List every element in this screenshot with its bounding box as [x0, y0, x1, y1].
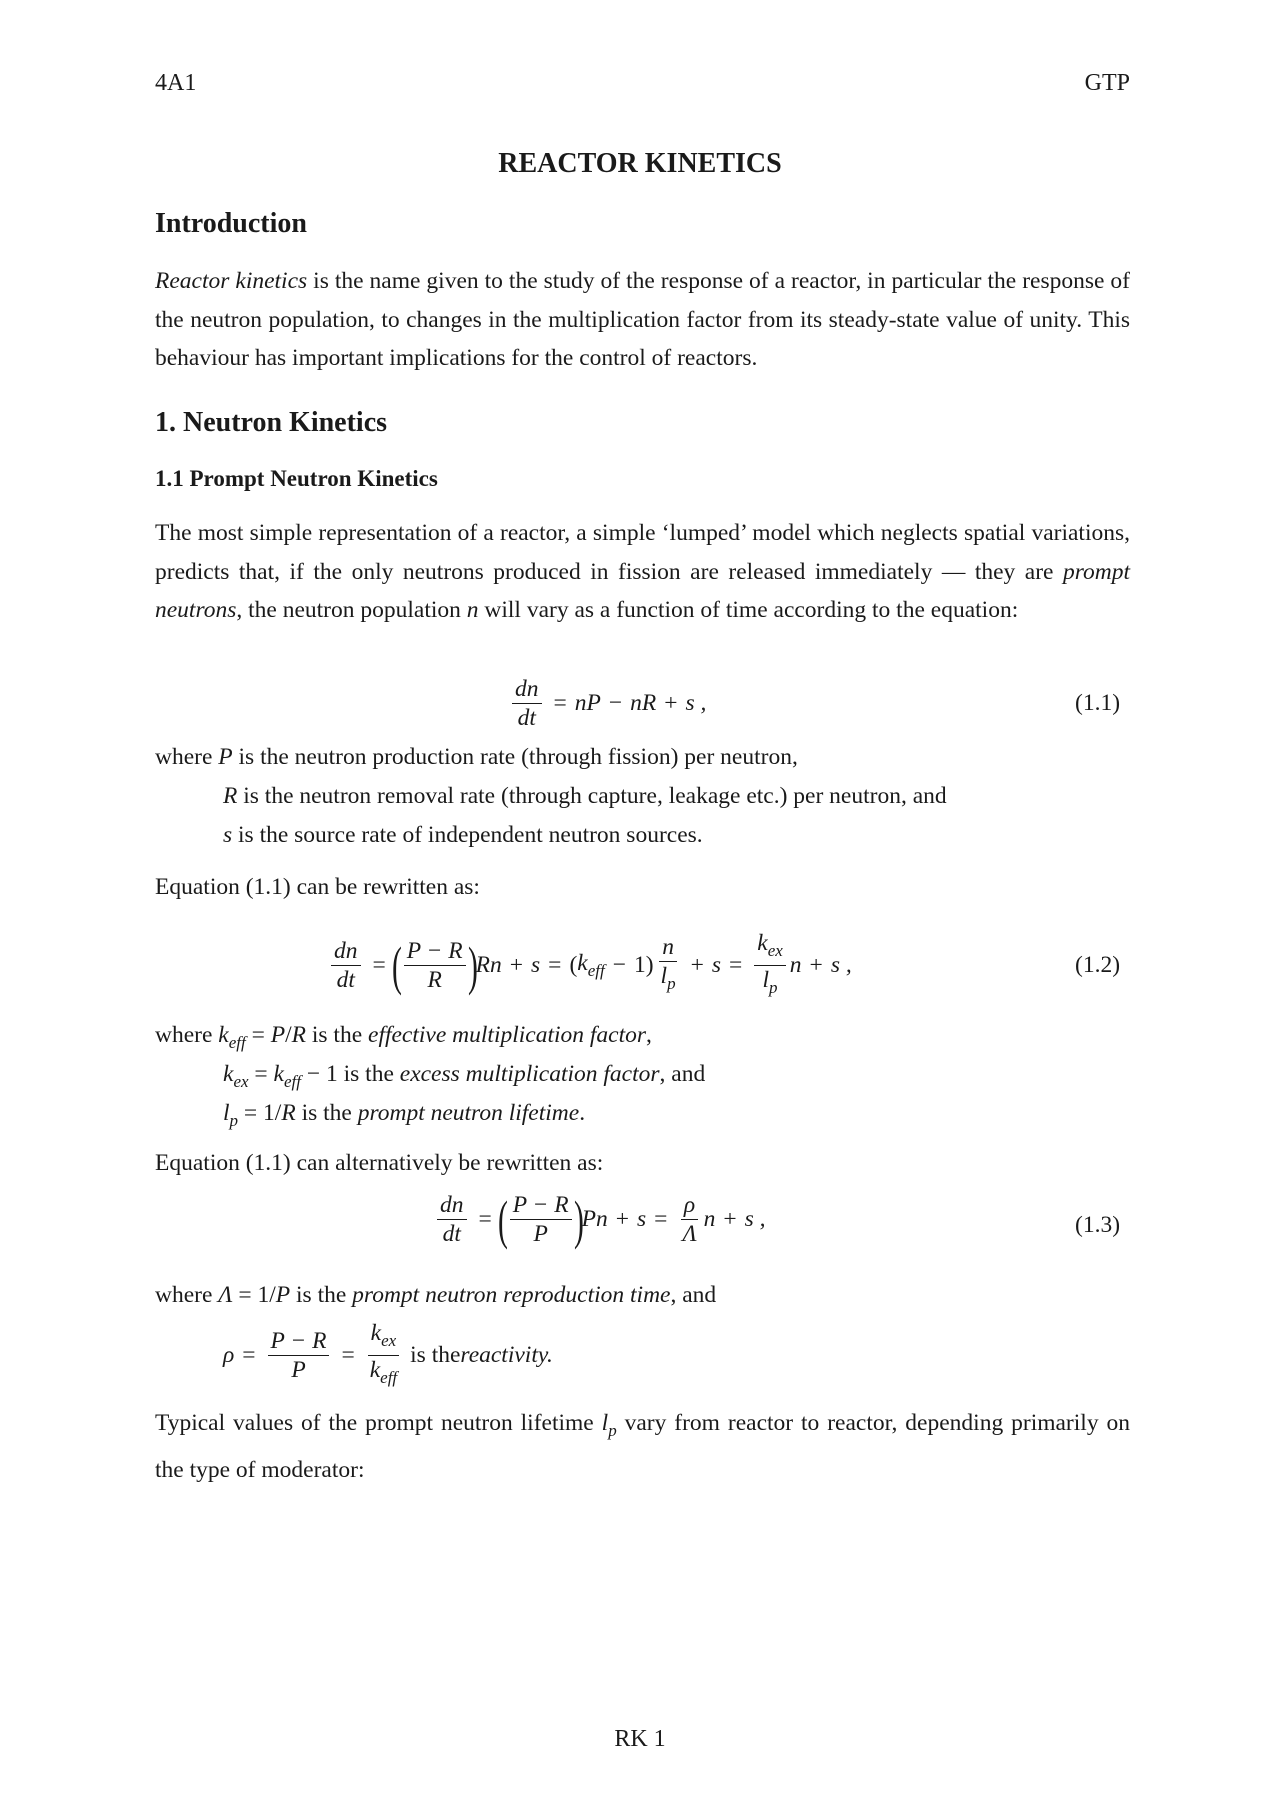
- lifetime-paragraph: Typical values of the prompt neutron lifetime $l_p$ vary from reactor to reactor, depending primarily on the type of moderator:: [155, 1410, 1130, 1483]
- where-lambda: where Λ = 1/P is the prompt neutron reproduction time, and: [155, 1282, 717, 1308]
- where-kex: $k_{ex} = k_{eff} - 1$ is the excess multiplication factor, and: [223, 1061, 706, 1091]
- section-heading: 1. Neutron Kinetics: [155, 407, 388, 438]
- subsection-heading: 1.1 Prompt Neutron Kinetics: [155, 466, 438, 491]
- page-number: RK 1: [614, 1726, 666, 1752]
- equation-number-1-2: (1.2): [1075, 952, 1121, 978]
- page-title: REACTOR KINETICS: [498, 148, 782, 179]
- equation-1-2: $\frac{dn}{dt}$ = ( $\frac{P - R}{R}$ ) Rn + s = ( $k_{eff}$ − 1) $\frac{n}{l_p}$ + s = $\frac{k_{ex}}{l_p}$ n + s ,: [327, 930, 852, 1001]
- rewrite-text-2: Equation (1.1) can alternatively be rewritten as:: [155, 1150, 604, 1176]
- rewrite-text-1: Equation (1.1) can be rewritten as:: [155, 874, 480, 900]
- intro-heading: Introduction: [155, 208, 307, 239]
- equation-number-1-1: (1.1): [1075, 690, 1121, 716]
- where-source: s is the source rate of independent neutron sources.: [223, 822, 703, 848]
- intro-term: Reactor kinetics: [155, 268, 308, 294]
- header-left: 4A1: [155, 70, 197, 96]
- equation-number-1-3: (1.3): [1075, 1212, 1121, 1238]
- where-lp: $l_p = 1/R$ is the prompt neutron lifetime.: [223, 1100, 586, 1130]
- prompt-paragraph: The most simple representation of a reactor, a simple ‘lumped’ model which neglects spatial variations, predicts that, if the only neutrons produced in fission are released immediately — they are prompt neutrons, the neutron population n will vary as a function of time according to the equation:: [155, 520, 1130, 623]
- header-right: GTP: [1084, 70, 1130, 96]
- where-keff: where $k_{eff} = P/R$ is the effective multiplication factor,: [155, 1022, 652, 1052]
- equation-1-1: $\frac{dn}{dt}$ = nP − nR + s ,: [508, 676, 706, 731]
- where-production: where P is the neutron production rate (through fission) per neutron,: [155, 744, 798, 770]
- equation-1-3: $\frac{dn}{dt}$ = ( $\frac{P - R}{P}$ ) Pn + s = $\frac{\rho}{\Lambda}$ n + s ,: [433, 1192, 766, 1247]
- intro-paragraph: Reactor kinetics is the name given to the study of the response of a reactor, in particular the response of the neutron population, to changes in the multiplication factor from its steady-state value of unity. This behaviour has important implications for the control of reactors.: [155, 268, 1130, 371]
- reactivity-definition: ρ = $\frac{P - R}{P}$ = $\frac{k_{ex}}{k_{eff}}$ is the reactivity.: [223, 1320, 553, 1387]
- where-removal: R is the neutron removal rate (through capture, leakage etc.) per neutron, and: [223, 783, 947, 809]
